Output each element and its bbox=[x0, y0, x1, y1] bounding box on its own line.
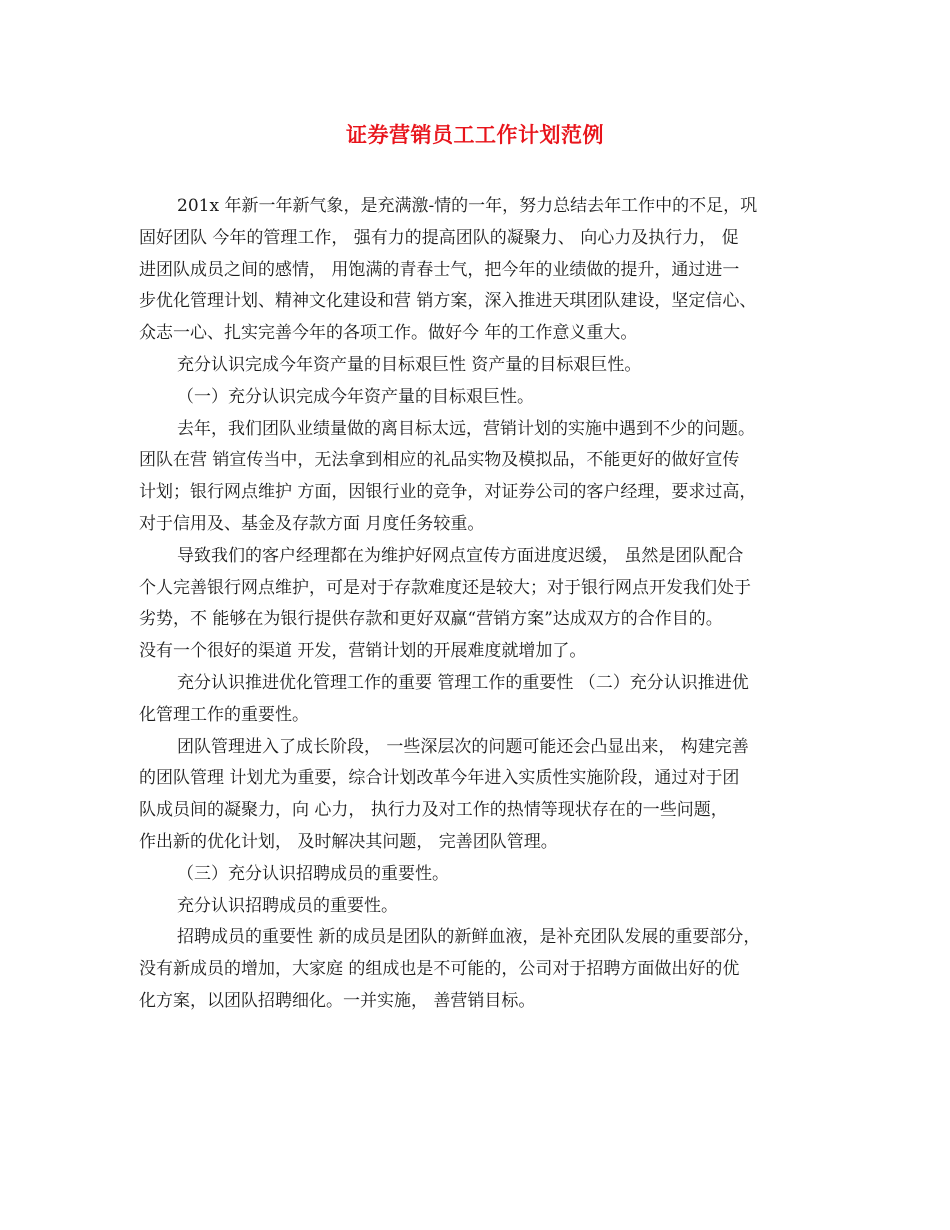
paragraph-line: 充分认识完成今年资产量的目标艰巨性 资产量的目标艰巨性。 bbox=[177, 354, 642, 375]
paragraph-line: 团队管理进入了成长阶段， 一些深层次的问题可能还会凸显出来， 构建完善 bbox=[177, 736, 749, 757]
paragraph-line: 201x 年新一年新气象，是充满激-情的一年，努力总结去年工作中的不足，巩 bbox=[177, 196, 758, 216]
paragraph-line: 团队在营 销宣传当中，无法拿到相应的礼品实物及模拟品，不能更好的做好宣传 bbox=[139, 450, 740, 471]
paragraph-line: 队成员间的凝聚力，向 心力， 执行力及对工作的热情等现状存在的一些问题， bbox=[139, 800, 728, 821]
paragraph-line: 去年，我们团队业绩量做的离目标太远，营销计划的实施中遇到不少的问题。 bbox=[177, 418, 755, 439]
paragraph-line: 固好团队 今年的管理工作， 强有力的提高团队的凝聚力、 向心力及执行力， 促 bbox=[139, 227, 739, 248]
paragraph-line: （一）充分认识完成今年资产量的目标艰巨性。 bbox=[177, 386, 534, 407]
paragraph-line: 导致我们的客户经理都在为维护好网点宣传方面进度迟缓， 虽然是团队配合 bbox=[177, 545, 744, 566]
paragraph-line: 化管理工作的重要性。 bbox=[139, 704, 309, 725]
document-title: 证券营销员工工作计划范例 bbox=[346, 123, 604, 147]
paragraph-line: （三）充分认识招聘成员的重要性。 bbox=[177, 863, 449, 884]
paragraph-line: 招聘成员的重要性 新的成员是团队的新鲜血液，是补充团队发展的重要部分， bbox=[177, 927, 761, 948]
paragraph-line: 进团队成员之间的感情， 用饱满的青春士气，把今年的业绩做的提升，通过进一 bbox=[139, 259, 740, 280]
paragraph-line: 的团队管理 计划尤为重要，综合计划改革今年进入实质性实施阶段，通过对于团 bbox=[139, 768, 740, 789]
paragraph-line: 化方案，以团队招聘细化。一并实施， 善营销目标。 bbox=[139, 990, 536, 1011]
paragraph-line: 充分认识招聘成员的重要性。 bbox=[177, 895, 398, 916]
paragraph-line: 劣势，不 能够在为银行提供存款和更好双赢“营销方案”达成双方的合作目的。 bbox=[139, 609, 723, 630]
paragraph-line: 步优化管理计划、精神文化建设和营 销方案，深入推进天琪团队建设，坚定信心、 bbox=[139, 291, 757, 312]
paragraph-line: 计划；银行网点维护 方面，因银行业的竞争，对证券公司的客户经理，要求过高， bbox=[139, 482, 757, 503]
paragraph-line: 个人完善银行网点维护，可是对于存款难度还是较大；对于银行网点开发我们处于 bbox=[139, 577, 751, 598]
paragraph-line: 充分认识推进优化管理工作的重要 管理工作的重要性 （二）充分认识推进优 bbox=[177, 672, 749, 693]
paragraph-line: 对于信用及、基金及存款方面 月度任务较重。 bbox=[139, 513, 485, 534]
paragraph-line: 没有新成员的增加，大家庭 的组成也是不可能的，公司对于招聘方面做出好的优 bbox=[139, 959, 740, 980]
document-body bbox=[139, 191, 829, 1018]
paragraph-line: 没有一个很好的渠道 开发，营销计划的开展难度就增加了。 bbox=[139, 641, 587, 662]
paragraph-line: 众志一心、扎实完善今年的各项工作。做好今 年的工作意义重大。 bbox=[139, 323, 638, 344]
paragraph-line: 作出新的优化计划， 及时解决其问题， 完善团队管理。 bbox=[139, 831, 558, 852]
